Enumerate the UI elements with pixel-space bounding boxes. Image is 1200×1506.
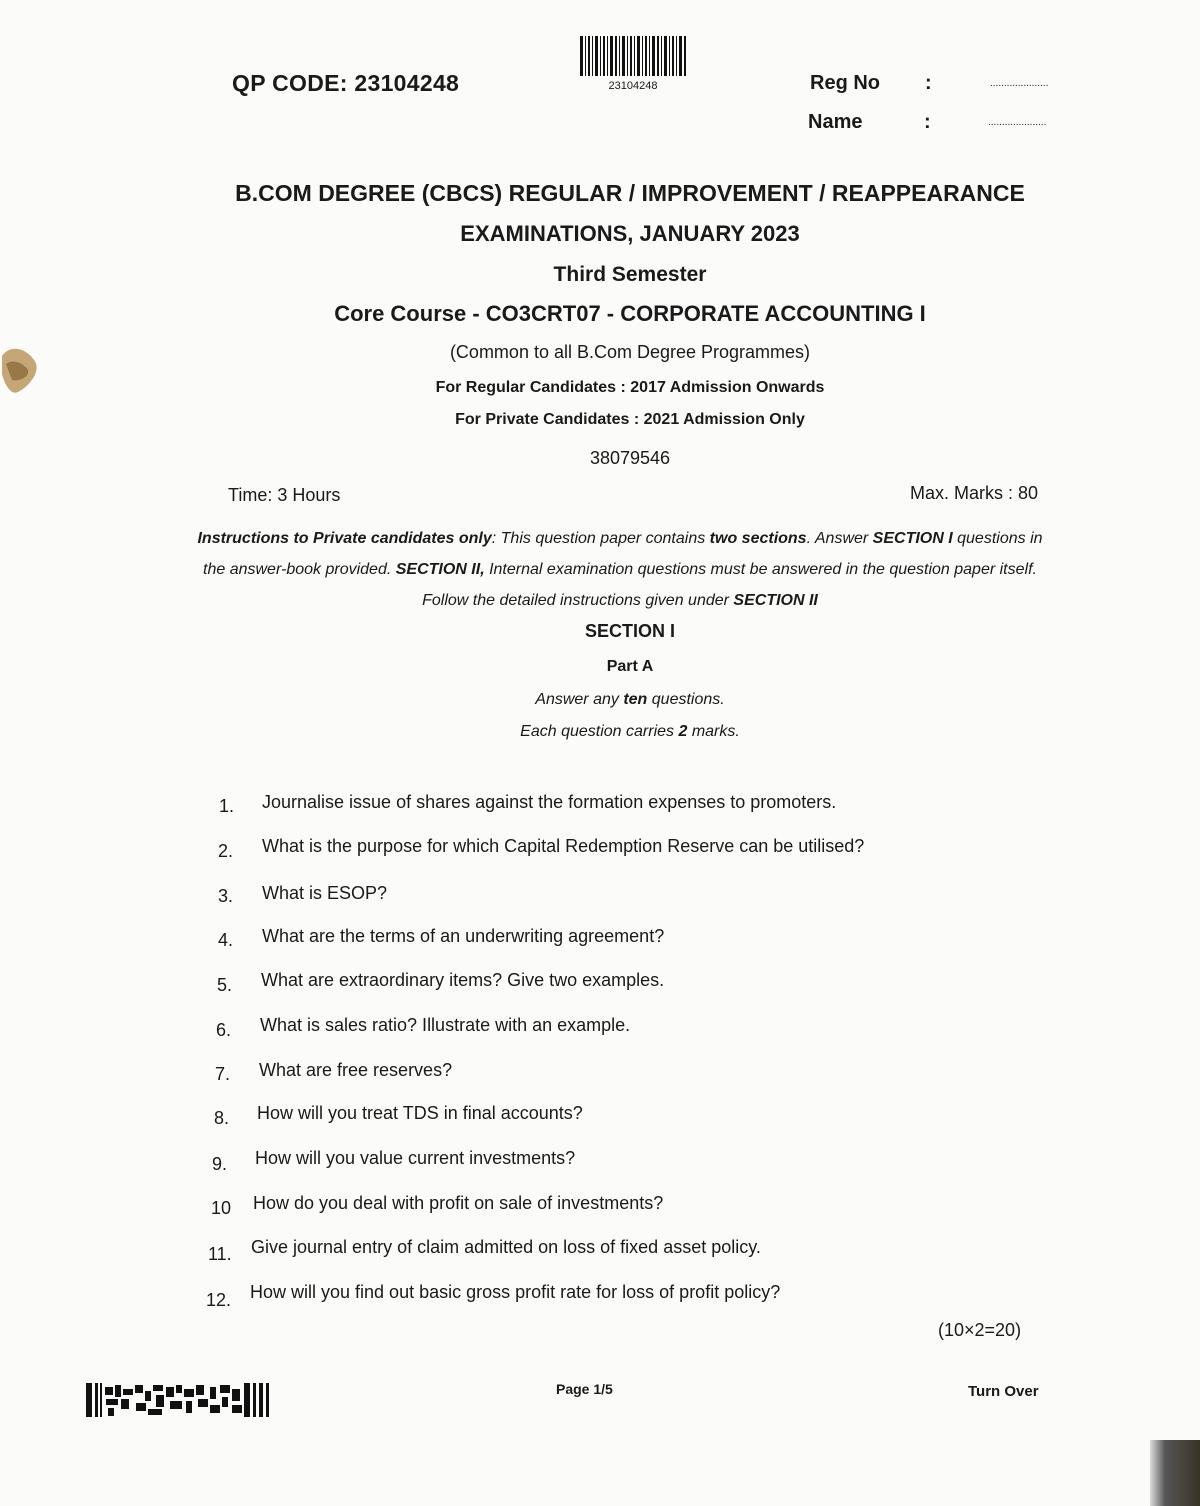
question-number: 9. <box>212 1154 228 1174</box>
private-candidates: For Private Candidates : 2021 Admission Only <box>455 411 805 428</box>
instr-heading: Instructions to Private candidates only <box>197 530 492 547</box>
question-text: What are the terms of an underwriting agreement? <box>262 926 665 946</box>
marks-total: (10×2=20) <box>938 1320 1022 1340</box>
question-text: What is ESOP? <box>262 883 388 903</box>
turn-over: Turn Over <box>968 1383 1039 1400</box>
question-text: What are extraordinary items? Give two examples. <box>261 970 665 990</box>
instr-text: questions in the answer-book provided. <box>203 530 1043 578</box>
question-text: How will you value current investments? <box>255 1148 576 1168</box>
question-number: 6. <box>216 1020 232 1040</box>
answer-count: ten <box>623 691 648 708</box>
reg-no-label: Reg No <box>810 72 880 94</box>
question-number: 11. <box>208 1244 232 1264</box>
marks-text: Each question carries <box>520 723 679 740</box>
section-title: SECTION I <box>584 621 675 641</box>
instr-bold: SECTION I <box>872 530 953 547</box>
instr-text: . Answer <box>806 530 873 547</box>
question-text: How will you treat TDS in final accounts? <box>257 1103 583 1123</box>
part-title: Part A <box>606 658 654 675</box>
question-number: 3. <box>218 886 234 906</box>
reg-no-colon: : <box>925 72 932 94</box>
name-label: Name <box>808 111 863 133</box>
page-number: Page 1/5 <box>556 1381 613 1397</box>
instr-bold: SECTION II <box>733 592 818 609</box>
instr-bold: SECTION II, <box>395 561 485 578</box>
barcode-number: 23104248 <box>608 80 658 92</box>
course-title: Core Course - CO3CRT07 - CORPORATE ACCOUNTING I <box>334 301 926 326</box>
paper-code: 38079546 <box>589 448 671 468</box>
question-number: 2. <box>218 841 234 861</box>
max-marks: Max. Marks : 80 <box>910 483 1039 503</box>
question-text: Give journal entry of claim admitted on loss of fixed asset policy. <box>251 1237 761 1257</box>
marks-count: 2 <box>678 723 688 740</box>
barcode <box>580 36 686 76</box>
reg-no-blank: ..................... <box>990 78 1049 89</box>
footer-barcode <box>86 1383 272 1417</box>
semester: Third Semester <box>553 263 707 286</box>
answer-instruction <box>0 691 1200 709</box>
question-number: 12. <box>206 1290 232 1310</box>
exam-title: B.COM DEGREE (CBCS) REGULAR / IMPROVEMENT / REAPPEARANCE <box>235 180 1025 206</box>
programme-note: (Common to all B.Com Degree Programmes) <box>449 342 811 362</box>
time-allowed: Time: 3 Hours <box>228 485 341 505</box>
question-number: 7. <box>215 1064 231 1084</box>
exam-session: EXAMINATIONS, JANUARY 2023 <box>460 221 800 246</box>
instr-text: Internal examination questions must be answered in the question paper itself. Follow the detailed instructions given under <box>422 561 1037 609</box>
question-number: 8. <box>214 1108 230 1128</box>
qp-code: QP CODE: 23104248 <box>232 70 460 96</box>
instr-bold: two sections <box>709 530 807 547</box>
question-number: 10 <box>211 1198 232 1218</box>
answer-text: Answer any <box>535 691 624 708</box>
question-text: Journalise issue of shares against the formation expenses to promoters. <box>262 792 837 812</box>
page-edge-shadow <box>1150 1440 1200 1506</box>
answer-text: questions. <box>647 691 725 708</box>
question-text: What is the purpose for which Capital Redemption Reserve can be utilised? <box>262 836 865 856</box>
question-text: What are free reserves? <box>259 1060 453 1080</box>
question-text: How will you find out basic gross profit rate for loss of profit policy? <box>250 1282 781 1302</box>
instr-text: : This question paper contains <box>491 530 710 547</box>
question-text: How do you deal with profit on sale of investments? <box>253 1193 664 1213</box>
name-colon: : <box>924 111 931 133</box>
marks-text: marks. <box>687 723 740 740</box>
question-number: 5. <box>217 975 233 995</box>
marks-instruction <box>0 723 1200 741</box>
question-number: 4. <box>218 930 234 950</box>
instructions <box>190 523 1050 616</box>
name-blank: ..................... <box>988 117 1047 128</box>
question-text: What is sales ratio? Illustrate with an example. <box>260 1015 631 1035</box>
question-number: 1. <box>219 796 235 816</box>
regular-candidates: For Regular Candidates : 2017 Admission Onwards <box>435 379 825 396</box>
